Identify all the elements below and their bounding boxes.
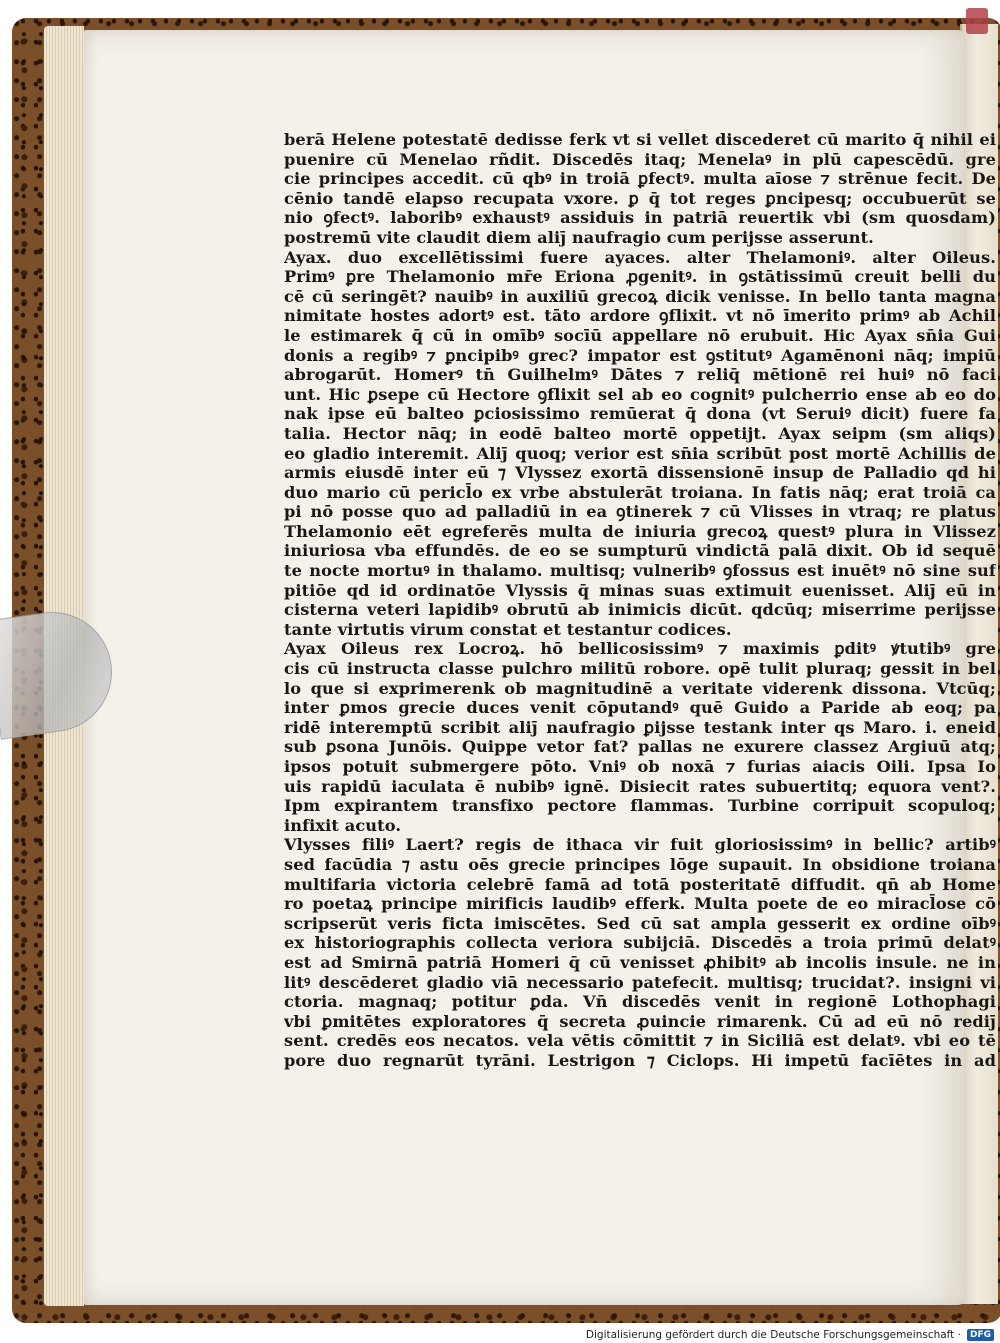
text-line: sent. credēs eos necatos. vela vētis cōmittit ⁊ in Siciliā est delatꝰ. vbi eo tē	[284, 1031, 996, 1051]
text-line: armis eiusdē inter eū ⁊ Vlyssez exortā dissensionē insup de Palladio qd hi	[284, 463, 996, 483]
text-line: Thelamonio eēt egreferēs multa de iniuria grecoꝝ questꝰ plura in Vlissez	[284, 521, 996, 541]
text-line: cis cū instructa classe pulchro militū robore. opē tulit pluraq; gessit in bel	[284, 659, 996, 679]
text-line: Ayax. duo excellētissimi fuere ayaces. alter Thelamoniꝰ. alter Oileus.	[284, 247, 996, 267]
text-line: nak ipse eū balteo ꝑciosissimo remūerat q̄ dona (vt Seruiꝰ dicit) fuere fa	[284, 404, 996, 424]
text-line: duo mario cū pericl̄o ex vrbe abstulerāt troiana. In fatis nāq; erat troiā ca	[284, 482, 996, 502]
text-line: ex historiographis collecta veriora subijciā. Discedēs a troia primū delatꝰ	[284, 933, 996, 953]
text-line: Vlysses filiꝰ Laert? regis de ithaca vir fuit gloriosissimꝰ in bellic? artibꝰ	[284, 835, 996, 855]
text-line: le estimarek q̄ cū in omībꝰ socīū appellare nō erubuit. Hic Ayax sn̄ia Gui	[284, 325, 996, 345]
text-line: cē cū seringēt? nauibꝰ in auxiliū grecoꝝ dicik venisse. In bello tanta magna	[284, 286, 996, 306]
facing-page-marker	[966, 8, 988, 34]
text-line: scripserūt veris ficta imiscētes. Sed cū sat ampla gesserit ex ordine oībꝰ	[284, 913, 996, 933]
text-line: pitiōe qd id ordinatōe Vlyssis q̄ minas suas extimuit euenisset. Aliȷ̄ eū in	[284, 580, 996, 600]
dfg-logo: DFG	[967, 1329, 994, 1341]
text-line: pi nō posse quo ad palladiū in ea ꝯtinerek ⁊ cū Vlisses in vtraq; re platus	[284, 502, 996, 522]
text-line: sub ꝑsona Junōis. Quippe vetor fat? pallas ne exurere classez Argiuū atq;	[284, 737, 996, 757]
text-line: puenire cū Menelao rñdit. Discedēs itaq; Menelaꝰ in plū capescēdū. gre	[284, 149, 996, 169]
text-line: Ipm expirantem transfixo pectore flammas. Turbine corripuit scopuloq;	[284, 796, 996, 816]
book-page	[84, 30, 996, 1305]
footer-bar	[585, 1326, 1000, 1343]
text-line: abrogarūt. Homerꝰ tn̄ Guilhelmꝰ Dātes ⁊ reliq̄ mētionē rei huiꝰ nō faci	[284, 365, 996, 385]
text-line: Ayax Oileus rex Locroꝝ. hō bellicosissimꝰ ⁊ maximis ꝑditꝰ ꝟtutibꝰ gre	[284, 639, 996, 659]
text-line: eo gladio interemit. Aliȷ̄ quoq; verior est sn̄ia scribūt post mortē Achillis de	[284, 443, 996, 463]
text-line: sed facūdia ⁊ astu oēs grecie principes lōge supauit. In obsidione troiana	[284, 854, 996, 874]
text-line: tante virtutis virum constat et testantur codices.	[284, 619, 732, 639]
text-line: unt. Hic ꝑsepe cū Hectore ꝯflixit sel ab eo cognitꝰ pulcherrio ense ab eo do	[284, 384, 996, 404]
text-line: postremū vite claudit diem aliȷ̄ naufragio cum perijsse asserunt.	[284, 227, 874, 247]
text-line: donis a regibꝰ ⁊ ꝑncipibꝰ grec? impator est ꝯstitutꝰ Agamēnoni nāq; impiū	[284, 345, 996, 365]
text-line: infixit acuto.	[284, 815, 402, 835]
text-line: ctoria. magnaq; potitur ꝑda. Vn̄ discedēs venit in regionē Lothophagi	[284, 992, 996, 1012]
text-line: cēnio tandē elapso recupata vxore. ꝑ q̄ tot reges ꝑncipesq; occubuerūt se	[284, 188, 996, 208]
text-line: Primꝰ ꝑre Thelamonio mr̄e Eriona ꝓgenitꝰ. in ꝯstātissimū creuit belli du	[284, 267, 996, 287]
text-line: cie principes accedit. cū qbꝰ in troiā ꝑfectꝰ. multa aīose ⁊ strēnue fecit. De	[284, 169, 996, 189]
page-text-block	[284, 130, 996, 1071]
text-line: multifaria victoria celebrē famā ad totā posteritatē diffudit. qn̄ ab Home	[284, 874, 996, 894]
text-line: iniuriosa vba effundēs. de eo se sumpturū vindictā palā dixit. Ob id sequē	[284, 541, 996, 561]
text-line: pore duo regnarūt tyrāni. Lestrigon ⁊ Ciclops. Hi impetū facīētes in ad	[284, 1050, 996, 1070]
text-line: est ad Smirnā patriā Homeri q̄ cū venisset ꝓhibitꝰ ab incolis insule. ne in	[284, 952, 996, 972]
text-line: ro poetaꝝ principe mirificis laudibꝰ efferk. Multa poete de eo miracl̄ose cō	[284, 894, 996, 914]
text-line: ridē interemptū scribit aliȷ̄ naufragio ꝑijsse testank inter qs Maro. i. eneid	[284, 717, 996, 737]
text-line: berā Helene potestatē dedisse ferk vt si vellet discederet cū marito q̄ nihil ei	[284, 130, 996, 149]
text-line: nio ꝯfectꝰ. laboribꝰ exhaustꝰ assiduis in patriā reuertik vbi (sm quosdam)	[284, 208, 996, 228]
text-line: cisterna veteri lapidibꝰ obrutū ab inimicis dicūt. qdcūq; miserrime perijsse	[284, 600, 996, 620]
text-line: litꝰ descēderet gladio viā necessario patefecit. multisq; trucidat?. insigni vi	[284, 972, 996, 992]
text-line: vbi ꝑmitētes exploratores q̄ secreta ꝓuincie rimarenk. Cū ad eū nō rediȷ̄	[284, 1011, 996, 1031]
text-line: talia. Hector nāq; in eodē balteo mortē oppetijt. Ayax seipm (sm aliqs)	[284, 423, 996, 443]
text-line: lo que si exprimerenk ob magnitudinē a veritate viderenk dissona. Vtcūq;	[284, 678, 996, 698]
text-line: inter ꝑmos grecie duces venit cōputandꝰ quē Guido a Paride ab eoq; pa	[284, 698, 996, 718]
text-line: te nocte mortuꝰ in thalamo. multisq; vulneribꝰ ꝯfossus est inuētꝰ nō sine suf	[284, 561, 996, 581]
footer-credit: Digitalisierung gefördert durch die Deutsche Forschungsgemeinschaft ·	[585, 1328, 961, 1341]
text-line: uis rapidū iaculata ē nubibꝰ ignē. Disiecit rates subuertitq; equora vent?.	[284, 776, 996, 796]
text-line: ipsos potuit submergere pōto. Vniꝰ ob noxā ⁊ furias aiacis Oili. Ipsa Io	[284, 757, 996, 776]
text-line: nimitate hostes adortꝰ est. tāto ardore ꝯflixit. vt nō īmerito primꝰ ab Achil	[284, 306, 996, 326]
